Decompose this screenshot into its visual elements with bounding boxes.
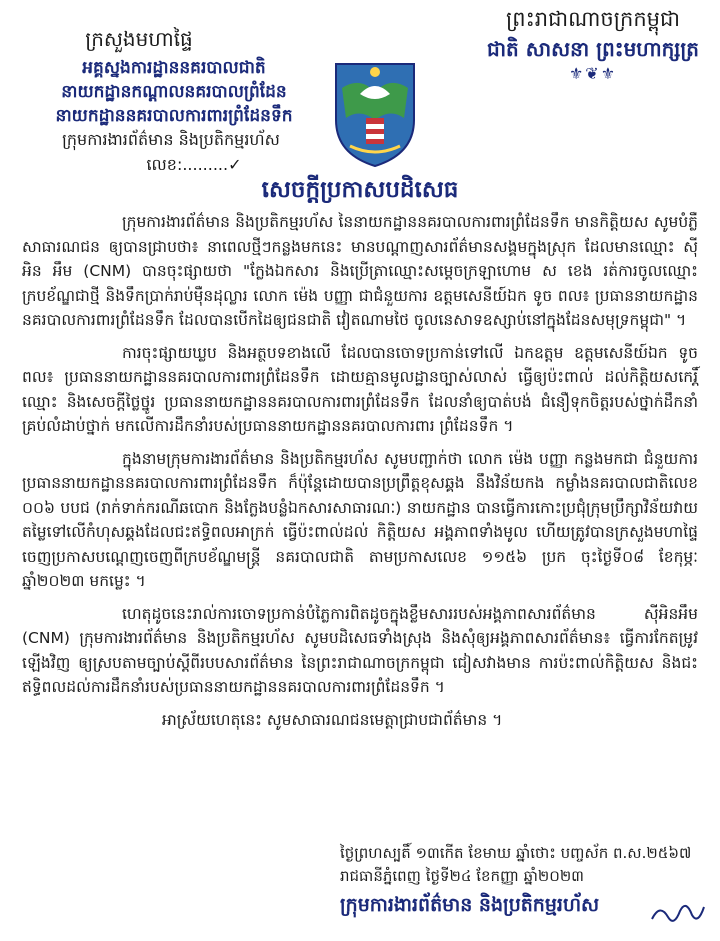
general-commissariat: អគ្គស្នងការដ្ឋាននគរបាលជាតិ xyxy=(82,58,266,78)
national-motto: ជាតិ សាសនា ព្រះមហាក្សត្រ xyxy=(487,37,699,61)
ornament-icon: ⚜❦⚜ xyxy=(568,64,618,83)
closing-line: អាស្រ័យហេតុនេះ សូមសាធារណជនមេត្តាជ្រាបជាព័ត៌មាន ។ xyxy=(162,710,503,729)
ministry-name: ក្រសួងមហាផ្ទៃ xyxy=(85,27,193,51)
place-date: រាជធានីភ្នំពេញ ថ្ងៃទី២៤ ខែកញ្ញា ឆ្នាំ២០២៣ xyxy=(340,867,584,885)
info-team-name: ក្រុមការងារព័ត៌មាន និងប្រតិកម្មរហ័ស xyxy=(62,130,280,149)
police-emblem-icon xyxy=(330,58,420,170)
lunar-date: ថ្ងៃព្រហស្បតិ៍ ១៣កើត ខែមាឃ ឆ្នាំថោះ បញ្ចស័ក ព.ស.២៥៦៧ xyxy=(340,844,692,862)
document-title: សេចក្តីប្រកាសបដិសេធ xyxy=(261,177,459,203)
signatory: ក្រុមការងារព័ត៌មាន និងប្រតិកម្មរហ័ស xyxy=(340,894,600,916)
paragraph-1: ក្រុមការងារព័ត៌មាន និងប្រតិកម្មរហ័ស នៃនាយកដ្ឋាននគរបាលការពារព្រំដែនទឹក មានកិត្តិយស សូមបំភ្លឺសាធារណជន ឲ្យបានជ្រាបថា៖ នាពេលថ្មីៗកន្លងមកនេះ មានបណ្តាញសារព័ត៌មានសង្គមក្នុងស្រុក ដែលមានឈ្មោះ ស៊ី អិន អឹម (CNM) បានចុះផ្សាយថា "ក្លែងឯកសារ និងប្រើត្រាឈ្មោះសម្តេចក្រឡាហោម ស ខេង រត់ការចូលឈ្មោះក្របខ័ណ្ឌជាថ្មី និងទឹកប្រាក់រាប់ម៉ឺនដុល្លារ លោក ម៉េង បញ្ញា ជាជំនួយការ ឧត្តមសេនីយ៍ឯក ទូច ពល៖ ប្រធាននាយកដ្ឋាននគរបាលការពារព្រំដែនទឹក ដែលបានបើកដៃឲ្យជនជាតិ វៀតណាមថៃ ចូលនេសាទឧស្សាប់នៅក្នុងដែនសមុទ្រកម្ពុជា" ។ xyxy=(22,213,698,329)
water-border-police: នាយកដ្ឋាននគរបាលការពារព្រំដែនទឹក xyxy=(55,106,293,126)
announcement-body xyxy=(22,210,698,740)
ministry-header xyxy=(14,26,334,178)
kingdom-header xyxy=(468,4,718,83)
central-border-police: នាយកដ្ឋានកណ្តាលនគរបាលព្រំដែន xyxy=(61,82,287,102)
kingdom-name: ព្រះរាជាណាចក្រកម្ពុជា xyxy=(505,7,680,31)
paragraph-4: ហេតុដូចនេះរាល់ការចោទប្រកាន់បំភ្លៃការពិតដូចក្នុងខ្លឹមសាររបស់អង្គភាពសារព័ត៌មាន ស៊ីអិនអឹម (CNM) ក្រុមការងារព័ត៌មាន និងប្រតិកម្មរហ័ស សូមបដិសេធទាំងស្រុង និងសុំឲ្យអង្គភាពសារព័ត៌មាន៖ ធ្វើការកែតម្រូវឡើងវិញ ឲ្យស្របតាមច្បាប់ស្តីពីរបបសារព័ត៌មាន នៃព្រះរាជាណាចក្រកម្ពុជា ជៀសវាងមាន ការប៉ះពាល់កិត្តិយស និងជះឥទ្ធិពលដល់ការដឹកនាំរបស់ប្រធាននាយកដ្ឋាននគរបាលការពារព្រំដែនទឹក ។ xyxy=(22,604,698,696)
document-number: លេខ:.........✓ xyxy=(146,155,242,174)
handwritten-signature-icon xyxy=(648,895,708,931)
paragraph-2: ការចុះផ្សាយឃ្លប និងអត្ថបទខាងលើ ដែលបានចោទប្រកាន់ទៅលើ ឯកឧត្តម ឧត្តមសេនីយ៍ឯក ទូច ពល៖ ប្រធាននាយកដ្ឋាននគរបាលការពារព្រំដែនទឹក ដោយគ្មានមូលដ្ឋានច្បាស់លាស់ ធ្វើឲ្យប៉ះពាល់ ដល់កិត្តិយសកេរ្តិ៍ឈ្មោះ និងសេចក្តីថ្លៃថ្នូរ ប្រធាននាយកដ្ឋាននគរបាលការពារព្រំដែនទឹក ដែលនាំឲ្យបាត់បង់ ជំនឿទុកចិត្តរបស់ថ្នាក់ដឹកនាំគ្រប់លំដាប់ថ្នាក់ មកលើការដឹកនាំរបស់ប្រធាននាយកដ្ឋាននគរបាលការពារ ព្រំដែនទឹក ។ xyxy=(22,343,698,435)
paragraph-3: ក្នុងនាមក្រុមការងារព័ត៌មាន និងប្រតិកម្មរហ័ស សូមបញ្ជាក់ថា លោក ម៉េង បញ្ញា កន្លងមកជា ជំនួយការប្រធាននាយកដ្ឋាននគរបាលការពារព្រំដែនទឹក ក៏ប៉ុន្តែដោយបានប្រព្រឹត្តខុសឆ្គង នឹងវិន័យកង កម្លាំងនគរបាលជាតិលេខ ០០៦ បបជ (រាក់ទាក់ករណីឆបោក និងក្លែងបន្លំឯកសារសាធារណៈ) នាយកដ្ឋាន បានធ្វើការកោះប្រជុំក្រុមប្រឹក្សាវិន័យវាយតម្លៃទៅលើកំហុសឆ្គងដែលជះឥទ្ធិពលអាក្រក់ ធ្វើប៉ះពាល់ដល់ កិត្តិយស អង្គភាពទាំងមូល ហើយត្រូវបានក្រសួងមហាផ្ទៃចេញប្រកាសបណ្តេញចេញពីក្របខ័ណ្ឌមន្ត្រី នគរបាលជាតិ តាមប្រកាសលេខ ១១៥៦ ប្រក ចុះថ្ងៃទី០៨ ខែកុម្ភៈ ឆ្នាំ២០២៣ មកម្លេះ ។ xyxy=(22,449,698,590)
